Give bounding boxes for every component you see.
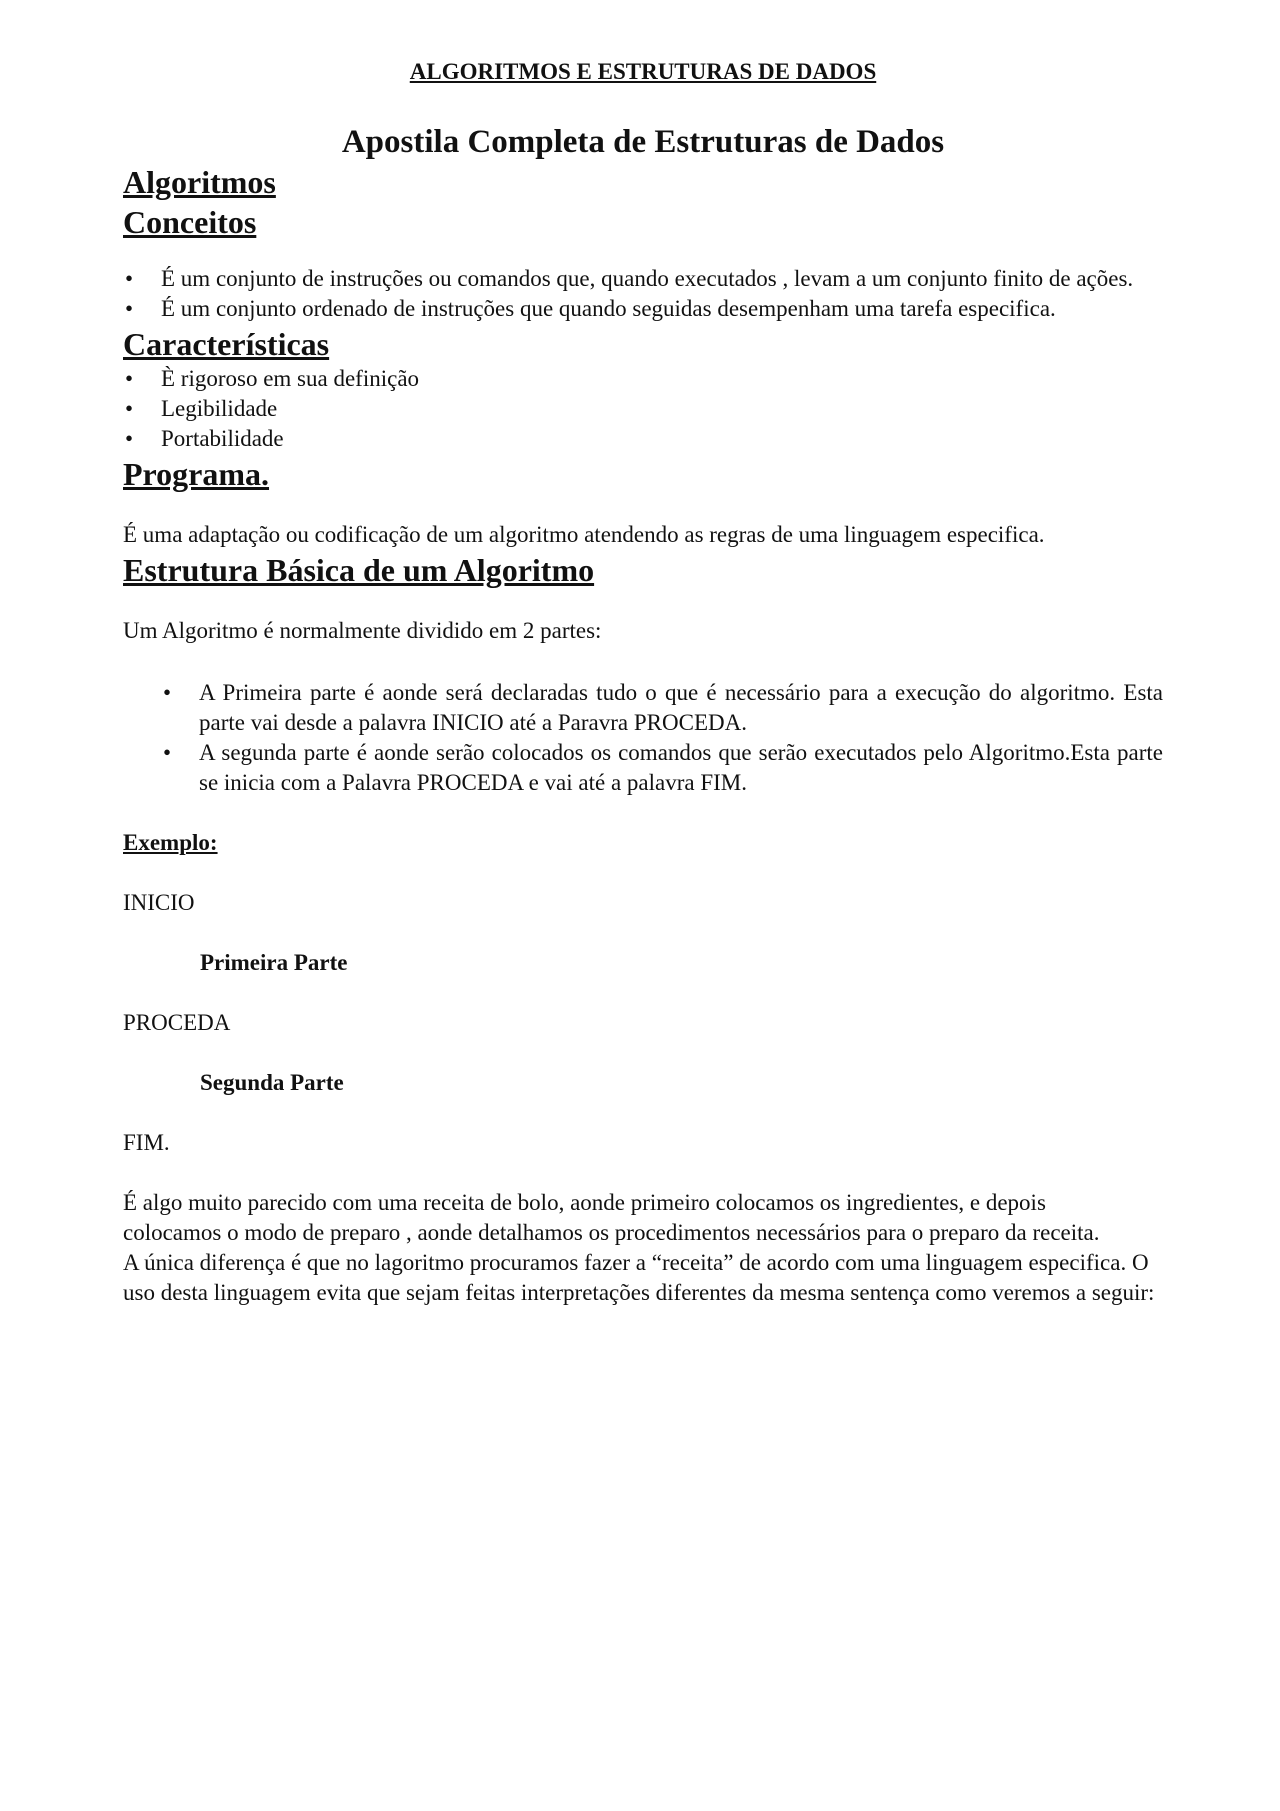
list-item-text: È rigoroso em sua definição — [161, 366, 420, 391]
section-heading-caracteristicas: Características — [123, 326, 330, 362]
estrutura-list — [123, 678, 1163, 798]
conclusao-paragraph-2: A única diferença é que no lagoritmo procuramos fazer a “receita” de acordo com uma linguagem especifica. O uso desta linguagem evita que sejam feitas interpretações diferentes da mesma sentença como veremos a seguir: — [123, 1250, 1155, 1305]
section-heading-algoritmos: Algoritmos — [123, 164, 276, 200]
list-item — [123, 424, 1163, 454]
list-item — [123, 264, 1163, 294]
exemplo-fim: FIM. — [123, 1130, 170, 1155]
bullet-icon: • — [163, 740, 172, 765]
list-item-text: É um conjunto ordenado de instruções que quando seguidas desempenham uma tarefa especifica. — [161, 296, 1056, 321]
conclusao-paragraph-1: É algo muito parecido com uma receita de bolo, aonde primeiro colocamos os ingredientes, e depois colocamos o modo de preparo , aonde detalhamos os procedimentos necessários para o preparo da receita. — [123, 1190, 1100, 1245]
exemplo-primeira-parte: Primeira Parte — [200, 950, 348, 975]
list-item-text: A Primeira parte é aonde será declaradas tudo o que é necessário para a execução do algoritmo. Esta parte vai desde a palavra INICIO até a Paravra PROCEDA. — [199, 680, 1163, 735]
list-item-text: A segunda parte é aonde serão colocados os comandos que serão executados pelo Algoritmo.Esta parte se inicia com a Palavra PROCEDA e vai até a palavra FIM. — [199, 740, 1163, 795]
bullet-icon: • — [163, 680, 172, 705]
bullet-icon: • — [125, 366, 134, 391]
list-item-text: É um conjunto de instruções ou comandos que, quando executados , levam a um conjunto finito de ações. — [161, 266, 1134, 291]
estrutura-intro: Um Algoritmo é normalmente dividido em 2 partes: — [123, 618, 602, 643]
exemplo-proceda: PROCEDA — [123, 1010, 231, 1035]
list-item-text: Legibilidade — [161, 396, 278, 421]
caracteristicas-list — [123, 364, 1163, 454]
section-heading-conceitos: Conceitos — [123, 204, 257, 240]
course-title: ALGORITMOS E ESTRUTURAS DE DADOS — [409, 59, 877, 84]
bullet-icon: • — [125, 266, 134, 291]
list-item — [161, 678, 1163, 738]
list-item — [161, 738, 1163, 798]
programa-text: É uma adaptação ou codificação de um algoritmo atendendo as regras de uma linguagem especifica. — [123, 522, 1045, 547]
exemplo-segunda-parte: Segunda Parte — [200, 1070, 344, 1095]
bullet-icon: • — [125, 396, 134, 421]
document-title: Apostila Completa de Estruturas de Dados — [341, 124, 945, 160]
bullet-icon: • — [125, 296, 134, 321]
list-item — [123, 364, 1163, 394]
list-item — [123, 394, 1163, 424]
section-heading-programa: Programa. — [123, 456, 270, 492]
bullet-icon: • — [125, 426, 134, 451]
exemplo-label: Exemplo: — [123, 830, 218, 855]
list-item — [123, 294, 1163, 324]
section-heading-estrutura: Estrutura Básica de um Algoritmo — [123, 552, 595, 588]
conceitos-list — [123, 264, 1163, 324]
list-item-text: Portabilidade — [161, 426, 284, 451]
exemplo-inicio: INICIO — [123, 890, 195, 915]
document-page — [123, 58, 1163, 1308]
